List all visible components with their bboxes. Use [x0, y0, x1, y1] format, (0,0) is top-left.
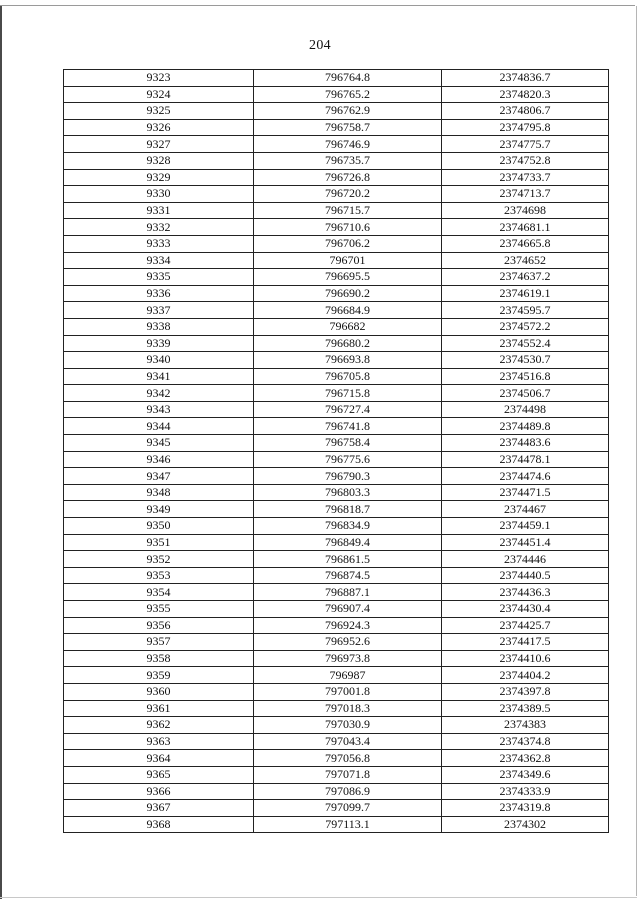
table-row: [64, 70, 609, 87]
table-row: [64, 783, 609, 800]
table-row: [64, 401, 609, 418]
scan-right-border: [636, 6, 637, 896]
y-coordinate-cell: 2374665.8: [442, 235, 609, 252]
x-coordinate-cell: 797043.4: [254, 733, 442, 750]
point-number-cell: 9339: [64, 335, 254, 352]
table-row: [64, 667, 609, 684]
y-coordinate-cell: 2374806.7: [442, 103, 609, 120]
table-row: [64, 352, 609, 369]
y-coordinate-cell: 2374516.8: [442, 368, 609, 385]
x-coordinate-cell: 796790.3: [254, 468, 442, 485]
table-row: [64, 252, 609, 269]
point-number-cell: 9350: [64, 518, 254, 535]
y-coordinate-cell: 2374362.8: [442, 750, 609, 767]
x-coordinate-cell: 796706.2: [254, 235, 442, 252]
point-number-cell: 9364: [64, 750, 254, 767]
y-coordinate-cell: 2374506.7: [442, 385, 609, 402]
point-number-cell: 9344: [64, 418, 254, 435]
point-number-cell: 9359: [64, 667, 254, 684]
y-coordinate-cell: 2374459.1: [442, 518, 609, 535]
x-coordinate-cell: 797018.3: [254, 700, 442, 717]
table-row: [64, 567, 609, 584]
point-number-cell: 9356: [64, 617, 254, 634]
y-coordinate-cell: 2374451.4: [442, 534, 609, 551]
point-number-cell: 9327: [64, 136, 254, 153]
table-row: [64, 152, 609, 169]
y-coordinate-cell: 2374820.3: [442, 86, 609, 103]
page-number: 204: [309, 38, 331, 53]
x-coordinate-cell: 796758.4: [254, 435, 442, 452]
point-number-cell: 9333: [64, 235, 254, 252]
point-number-cell: 9353: [64, 567, 254, 584]
x-coordinate-cell: 796695.5: [254, 269, 442, 286]
point-number-cell: 9323: [64, 70, 254, 87]
table-row: [64, 368, 609, 385]
y-coordinate-cell: 2374836.7: [442, 70, 609, 87]
y-coordinate-cell: 2374552.4: [442, 335, 609, 352]
table-row: [64, 136, 609, 153]
point-number-cell: 9325: [64, 103, 254, 120]
y-coordinate-cell: 2374498: [442, 401, 609, 418]
x-coordinate-cell: 796705.8: [254, 368, 442, 385]
y-coordinate-cell: 2374489.8: [442, 418, 609, 435]
x-coordinate-cell: 796887.1: [254, 584, 442, 601]
table-row: [64, 318, 609, 335]
point-number-cell: 9348: [64, 484, 254, 501]
table-row: [64, 186, 609, 203]
point-number-cell: 9351: [64, 534, 254, 551]
table-row: [64, 534, 609, 551]
point-number-cell: 9345: [64, 435, 254, 452]
x-coordinate-cell: 796758.7: [254, 119, 442, 136]
y-coordinate-cell: 2374397.8: [442, 683, 609, 700]
x-coordinate-cell: 796987: [254, 667, 442, 684]
x-coordinate-cell: 796907.4: [254, 601, 442, 618]
x-coordinate-cell: 796765.2: [254, 86, 442, 103]
table-row: [64, 717, 609, 734]
point-number-cell: 9326: [64, 119, 254, 136]
table-row: [64, 335, 609, 352]
point-number-cell: 9362: [64, 717, 254, 734]
point-number-cell: 9332: [64, 219, 254, 236]
table-row: [64, 601, 609, 618]
point-number-cell: 9367: [64, 800, 254, 817]
point-number-cell: 9334: [64, 252, 254, 269]
point-number-cell: 9343: [64, 401, 254, 418]
x-coordinate-cell: 796715.7: [254, 202, 442, 219]
x-coordinate-cell: 796746.9: [254, 136, 442, 153]
point-number-cell: 9354: [64, 584, 254, 601]
y-coordinate-cell: 2374795.8: [442, 119, 609, 136]
y-coordinate-cell: 2374775.7: [442, 136, 609, 153]
y-coordinate-cell: 2374319.8: [442, 800, 609, 817]
table-row: [64, 235, 609, 252]
x-coordinate-cell: 797001.8: [254, 683, 442, 700]
table-row: [64, 103, 609, 120]
y-coordinate-cell: 2374425.7: [442, 617, 609, 634]
x-coordinate-cell: 796874.5: [254, 567, 442, 584]
table-row: [64, 617, 609, 634]
y-coordinate-cell: 2374374.8: [442, 733, 609, 750]
table-row: [64, 484, 609, 501]
point-number-cell: 9347: [64, 468, 254, 485]
scan-top-border: [0, 5, 635, 6]
x-coordinate-cell: 796715.8: [254, 385, 442, 402]
y-coordinate-cell: 2374417.5: [442, 634, 609, 651]
y-coordinate-cell: 2374619.1: [442, 285, 609, 302]
point-number-cell: 9349: [64, 501, 254, 518]
y-coordinate-cell: 2374652: [442, 252, 609, 269]
point-number-cell: 9336: [64, 285, 254, 302]
x-coordinate-cell: 796973.8: [254, 650, 442, 667]
table-row: [64, 518, 609, 535]
table-row: [64, 700, 609, 717]
x-coordinate-cell: 796690.2: [254, 285, 442, 302]
point-number-cell: 9341: [64, 368, 254, 385]
x-coordinate-cell: 796775.6: [254, 451, 442, 468]
x-coordinate-cell: 796803.3: [254, 484, 442, 501]
table-row: [64, 766, 609, 783]
table-row: [64, 634, 609, 651]
table-row: [64, 435, 609, 452]
x-coordinate-cell: 796762.9: [254, 103, 442, 120]
y-coordinate-cell: 2374440.5: [442, 567, 609, 584]
y-coordinate-cell: 2374595.7: [442, 302, 609, 319]
x-coordinate-cell: 796684.9: [254, 302, 442, 319]
table-row: [64, 468, 609, 485]
table-row: [64, 551, 609, 568]
table-row: [64, 169, 609, 186]
x-coordinate-cell: 796727.4: [254, 401, 442, 418]
y-coordinate-cell: 2374349.6: [442, 766, 609, 783]
table-row: [64, 418, 609, 435]
x-coordinate-cell: 796693.8: [254, 352, 442, 369]
coordinates-table: [63, 69, 609, 833]
x-coordinate-cell: 796818.7: [254, 501, 442, 518]
x-coordinate-cell: 796861.5: [254, 551, 442, 568]
x-coordinate-cell: 796952.6: [254, 634, 442, 651]
y-coordinate-cell: 2374681.1: [442, 219, 609, 236]
x-coordinate-cell: 796720.2: [254, 186, 442, 203]
point-number-cell: 9357: [64, 634, 254, 651]
y-coordinate-cell: 2374733.7: [442, 169, 609, 186]
point-number-cell: 9355: [64, 601, 254, 618]
point-number-cell: 9346: [64, 451, 254, 468]
point-number-cell: 9337: [64, 302, 254, 319]
x-coordinate-cell: 797113.1: [254, 816, 442, 833]
x-coordinate-cell: 797056.8: [254, 750, 442, 767]
point-number-cell: 9342: [64, 385, 254, 402]
x-coordinate-cell: 796682: [254, 318, 442, 335]
point-number-cell: 9328: [64, 152, 254, 169]
y-coordinate-cell: 2374333.9: [442, 783, 609, 800]
x-coordinate-cell: 796680.2: [254, 335, 442, 352]
point-number-cell: 9365: [64, 766, 254, 783]
table-row: [64, 86, 609, 103]
table-row: [64, 650, 609, 667]
table-row: [64, 119, 609, 136]
point-number-cell: 9331: [64, 202, 254, 219]
x-coordinate-cell: 796849.4: [254, 534, 442, 551]
y-coordinate-cell: 2374430.4: [442, 601, 609, 618]
y-coordinate-cell: 2374446: [442, 551, 609, 568]
x-coordinate-cell: 797071.8: [254, 766, 442, 783]
table-row: [64, 501, 609, 518]
scan-bottom-border: [0, 897, 637, 898]
x-coordinate-cell: 796741.8: [254, 418, 442, 435]
table-row: [64, 269, 609, 286]
y-coordinate-cell: 2374637.2: [442, 269, 609, 286]
point-number-cell: 9360: [64, 683, 254, 700]
y-coordinate-cell: 2374752.8: [442, 152, 609, 169]
y-coordinate-cell: 2374471.5: [442, 484, 609, 501]
x-coordinate-cell: 797086.9: [254, 783, 442, 800]
point-number-cell: 9324: [64, 86, 254, 103]
point-number-cell: 9340: [64, 352, 254, 369]
point-number-cell: 9363: [64, 733, 254, 750]
y-coordinate-cell: 2374436.3: [442, 584, 609, 601]
y-coordinate-cell: 2374383: [442, 717, 609, 734]
point-number-cell: 9368: [64, 816, 254, 833]
scan-left-border: [0, 6, 2, 899]
x-coordinate-cell: 796726.8: [254, 169, 442, 186]
y-coordinate-cell: 2374483.6: [442, 435, 609, 452]
table-row: [64, 733, 609, 750]
table-row: [64, 202, 609, 219]
coordinates-table-body: [64, 70, 609, 833]
table-row: [64, 750, 609, 767]
y-coordinate-cell: 2374698: [442, 202, 609, 219]
y-coordinate-cell: 2374713.7: [442, 186, 609, 203]
y-coordinate-cell: 2374410.6: [442, 650, 609, 667]
y-coordinate-cell: 2374474.6: [442, 468, 609, 485]
table-row: [64, 451, 609, 468]
y-coordinate-cell: 2374302: [442, 816, 609, 833]
y-coordinate-cell: 2374389.5: [442, 700, 609, 717]
x-coordinate-cell: 796710.6: [254, 219, 442, 236]
table-row: [64, 683, 609, 700]
table-row: [64, 584, 609, 601]
y-coordinate-cell: 2374404.2: [442, 667, 609, 684]
point-number-cell: 9338: [64, 318, 254, 335]
x-coordinate-cell: 796701: [254, 252, 442, 269]
table-row: [64, 219, 609, 236]
table-row: [64, 285, 609, 302]
point-number-cell: 9352: [64, 551, 254, 568]
point-number-cell: 9335: [64, 269, 254, 286]
x-coordinate-cell: 796735.7: [254, 152, 442, 169]
point-number-cell: 9329: [64, 169, 254, 186]
table-row: [64, 816, 609, 833]
x-coordinate-cell: 796924.3: [254, 617, 442, 634]
table-row: [64, 800, 609, 817]
point-number-cell: 9358: [64, 650, 254, 667]
point-number-cell: 9361: [64, 700, 254, 717]
point-number-cell: 9330: [64, 186, 254, 203]
x-coordinate-cell: 796834.9: [254, 518, 442, 535]
x-coordinate-cell: 797099.7: [254, 800, 442, 817]
y-coordinate-cell: 2374572.2: [442, 318, 609, 335]
point-number-cell: 9366: [64, 783, 254, 800]
y-coordinate-cell: 2374467: [442, 501, 609, 518]
table-row: [64, 385, 609, 402]
x-coordinate-cell: 796764.8: [254, 70, 442, 87]
table-row: [64, 302, 609, 319]
y-coordinate-cell: 2374478.1: [442, 451, 609, 468]
x-coordinate-cell: 797030.9: [254, 717, 442, 734]
y-coordinate-cell: 2374530.7: [442, 352, 609, 369]
